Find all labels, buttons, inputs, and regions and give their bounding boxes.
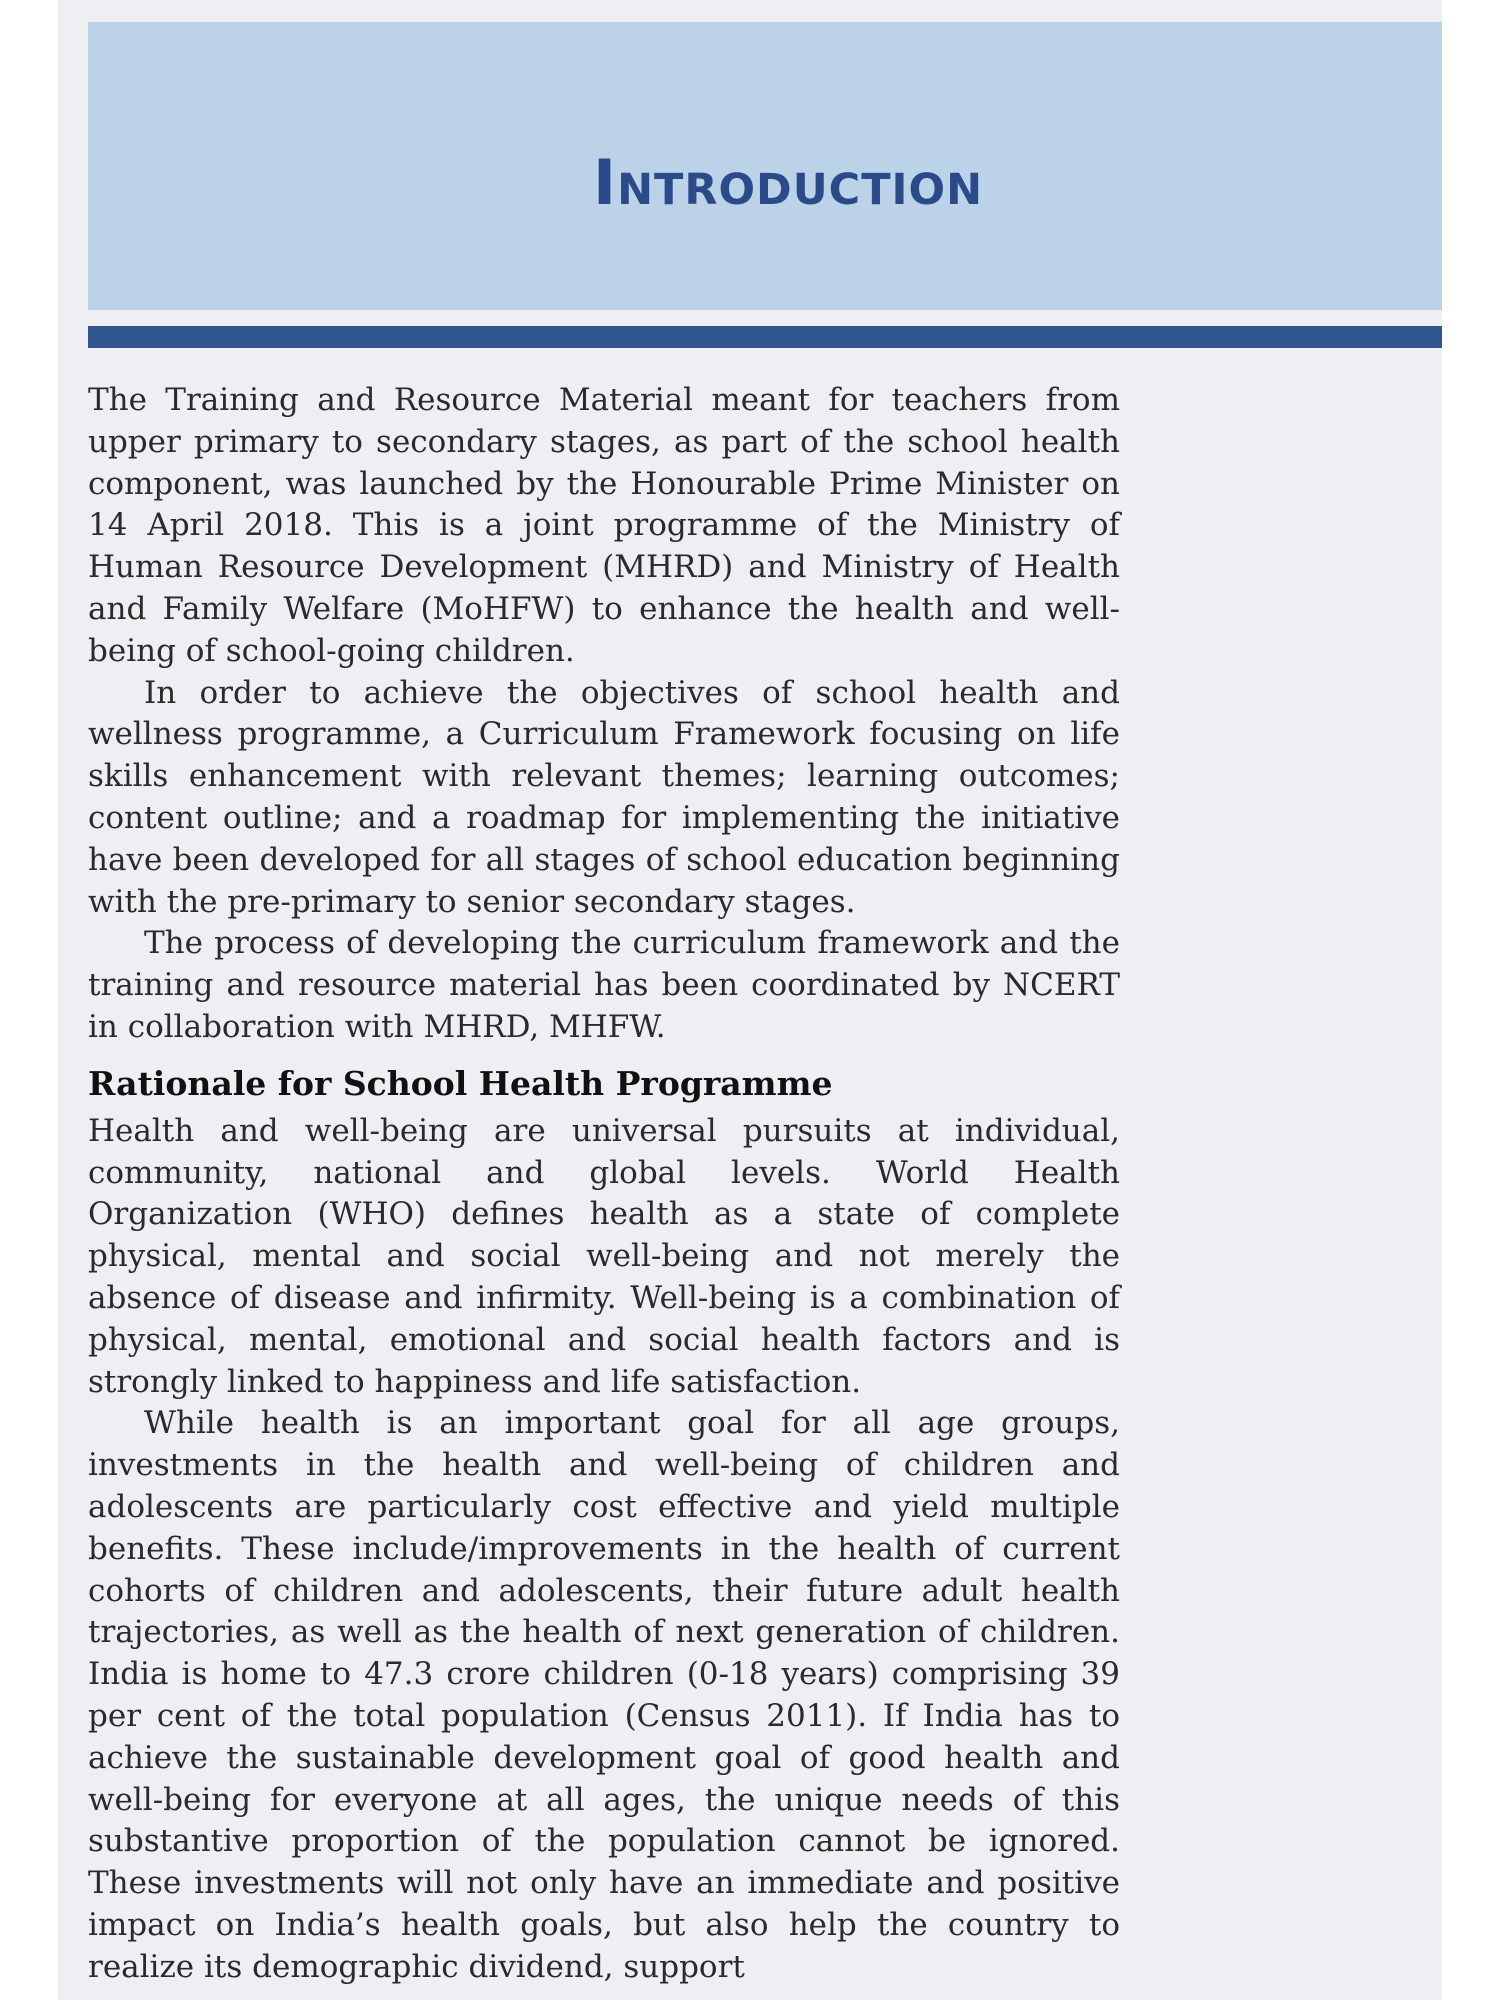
intro-paragraph-1: The Training and Resource Material meant for teachers from upper primary to secondary stages, as part of the school health component, was launched by the Honourable Prime Minister on 14 April 2018. This is a joint programme of the Ministry of Human Resource Development (MHRD) and Ministry of Health and Family Welfare (MoHFW) to enhance the health and well-being of school-going children. bbox=[88, 382, 1120, 669]
body-content bbox=[88, 380, 1120, 1988]
intro-paragraph-2: In order to achieve the objectives of school health and wellness programme, a Curriculum Framework focusing on life skills enhancement with relevant themes; learning outcomes; content outline; and a roadmap for implementing the initiative have been developed for all stages of school education beginning with the pre-primary to senior secondary stages. bbox=[88, 674, 1120, 920]
document-page bbox=[58, 0, 1442, 2000]
rationale-paragraph-2: While health is an important goal for all age groups, investments in the health and well-being of children and adolescents are particularly cost effective and yield multiple benefits. These include/improvements in the health of current cohorts of children and adolescents, their future adult health trajectories, as well as the health of next generation of children. India is home to 47.3 crore children (0-18 years) comprising 39 per cent of the total population (Census 2011). If India has to achieve the sustainable development goal of good health and well-being for everyone at all ages, the unique needs of this substantive proportion of the population cannot be ignored. These investments will not only have an immediate and positive impact on India’s health goals, but also help the country to realize its demographic dividend, support bbox=[88, 1405, 1120, 1985]
page-title: Introduction bbox=[593, 146, 984, 219]
section-heading-rationale: Rationale for School Health Programme bbox=[88, 1063, 833, 1103]
intro-paragraph-3: The process of developing the curriculum framework and the training and resource material has been coordinated by NCERT in collaboration with MHRD, MHFW. bbox=[88, 925, 1120, 1045]
title-rule bbox=[88, 326, 1442, 348]
header-band bbox=[88, 22, 1442, 310]
rationale-paragraph-1: Health and well-being are universal pursuits at individual, community, national and global levels. World Health Organization (WHO) defines health as a state of complete physical, mental and social well-being and not merely the absence of disease and infirmity. Well-being is a combination of physical, mental, emotional and social health factors and is strongly linked to happiness and life satisfaction. bbox=[88, 1112, 1120, 1400]
